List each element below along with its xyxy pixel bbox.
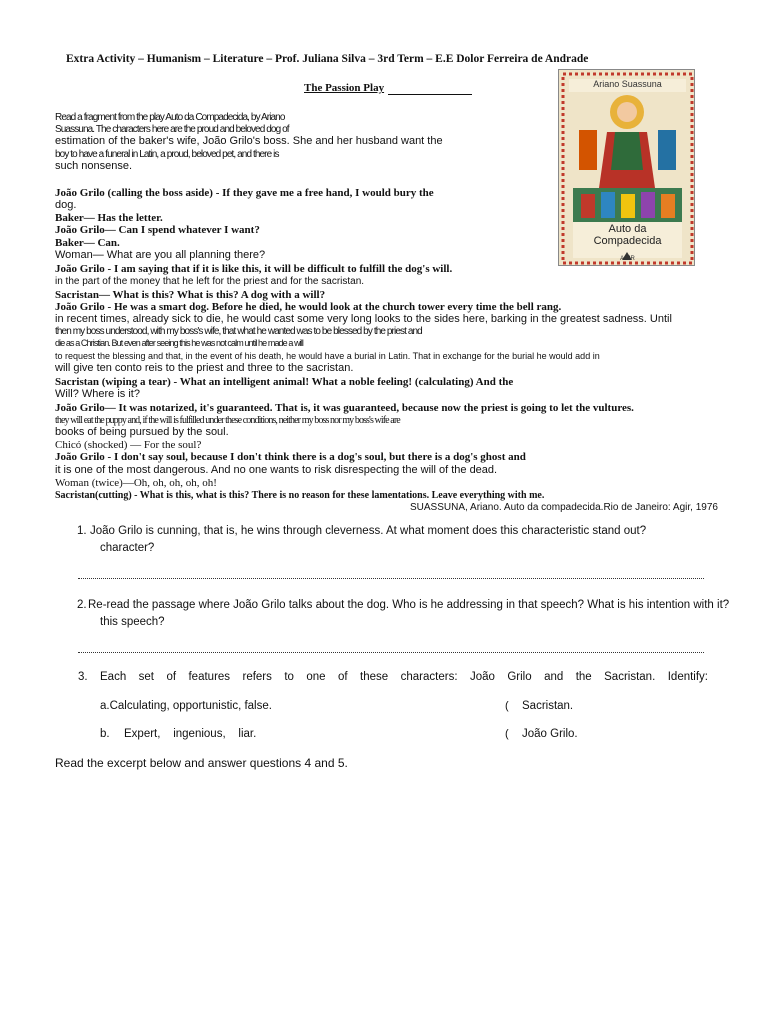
next-excerpt-instruction: Read the excerpt below and answer questions 4 and 5. [55,756,348,770]
dialogue-line: will give ten conto reis to the priest and three to the sacristan. [55,362,354,374]
citation: SUASSUNA, Ariano. Auto da compadecida.Rio de Janeiro: Agir, 1976 [410,502,718,513]
dialogue-line: Baker— Can. [55,237,120,249]
dialogue-line: it is one of the most dangerous. And no one wants to risk disrespecting the will of the dead. [55,464,498,476]
cover-title-line1: Auto da [608,223,647,235]
question-3-item-b-letter: b. [100,728,110,740]
intro-line-3: estimation of the baker's wife, João Grilo's boss. She and her husband want the [55,135,443,147]
dialogue-line: dog. [55,199,77,211]
dialogue-line: João Grilo— Can I spend whatever I want? [55,224,260,236]
play-title: The Passion Play [304,82,385,94]
intro-line-4: boy to have a funeral in Latin, a proud, beloved pet, and there is [55,149,279,160]
question-2-text: Re-read the passage where João Grilo talks about the dog. Who is he addressing in that speech? What is his intention with it? [88,599,730,611]
dialogue-line: Will? Where is it? [55,388,140,400]
book-cover-image [558,69,695,266]
question-3-item-b: Expert, ingenious, liar. [124,728,257,740]
answer-paren-b[interactable]: ( [505,728,509,740]
dialogue-line: they will eat the puppy and, if the will is fulfilled under these conditions, neither my boss nor my boss's wife are [55,415,400,426]
question-2-number: 2. [77,599,87,611]
question-3-answer-a: Sacristan. [522,700,574,712]
question-3-number: 3. [78,671,88,683]
dialogue-line: books of being pursued by the soul. [55,426,229,438]
cover-title-line2: Compadecida [593,235,662,247]
dialogue-line: in the part of the money that he left for the priest and for the sacristan. [55,276,365,287]
question-3-answer-b: João Grilo. [522,728,578,740]
answer-line-1[interactable] [78,576,704,579]
dialogue-line: then my boss understood, with my boss's wife, that what he wanted was to be blessed by the priest and [55,326,422,337]
page-header: Extra Activity – Humanism – Literature – Prof. Juliana Silva – 3rd Term – E.E Dolor Ferreira de Andrade [66,53,589,65]
dialogue-line: João Grilo - I don't say soul, because I don't think there is a dog's soul, but there is a dog's ghost and [55,451,526,463]
question-3-text: Each set of features refers to one of these characters: João Grilo and the Sacristan. Identify: [100,671,708,683]
dialogue-line: Baker— Has the letter. [55,212,163,224]
dialogue-line: in recent times, already sick to die, he would cast some very long looks to the sides here, barking in the greatest sadness. Until [55,313,672,325]
dialogue-line: Chicó (shocked) — For the soul? [55,439,202,451]
question-1-text: João Grilo is cunning, that is, he wins through cleverness. At what moment does this characteristic stand out? [90,525,647,537]
intro-line-5: such nonsense. [55,160,133,172]
dialogue-line: Sacristan(cutting) - What is this, what is this? There is no reason for these lamentations. Leave everything with me. [55,490,545,501]
cover-author: Ariano Suassuna [593,79,662,89]
title-underline [388,94,472,95]
dialogue-line: João Grilo - He was a smart dog. Before he died, he would look at the church tower every time the bell rang. [55,301,562,313]
dialogue-line: Woman (twice)—Oh, oh, oh, oh, oh! [55,477,217,489]
question-1-number: 1. [77,525,87,537]
answer-line-2[interactable] [78,650,704,653]
intro-line-2: Suassuna. The characters here are the proud and beloved dog of [55,124,289,135]
dialogue-line: Woman— What are you all planning there? [55,249,266,261]
question-3-item-a: a.Calculating, opportunistic, false. [100,700,272,712]
dialogue-line: Sacristan— What is this? What is this? A dog with a will? [55,289,326,301]
dialogue-line: die as a Christian. But even after seeing this he was not calm until he made a will [55,338,303,348]
question-1-continuation: character? [100,542,155,554]
intro-line-1: Read a fragment from the play Auto da Compadecida, by Ariano [55,112,285,123]
cover-publisher: AGIR [620,256,635,262]
dialogue-line: Sacristan (wiping a tear) - What an intelligent animal! What a noble feeling! (calculating) And the [55,376,514,388]
dialogue-line: João Grilo - I am saying that if it is like this, it will be difficult to fulfill the dog's will. [55,263,453,275]
dialogue-line: João Grilo— It was notarized, it's guaranteed. That is, it was guaranteed, because now the priest is going to let the vultures. [55,402,634,414]
answer-paren-a[interactable]: ( [505,700,509,712]
question-2-continuation: this speech? [100,616,165,628]
dialogue-line: João Grilo (calling the boss aside) - If they gave me a free hand, I would bury the [55,187,434,199]
dialogue-line: to request the blessing and that, in the event of his death, he would have a burial in Latin. That in exchange for the burial he would add in [55,351,600,361]
